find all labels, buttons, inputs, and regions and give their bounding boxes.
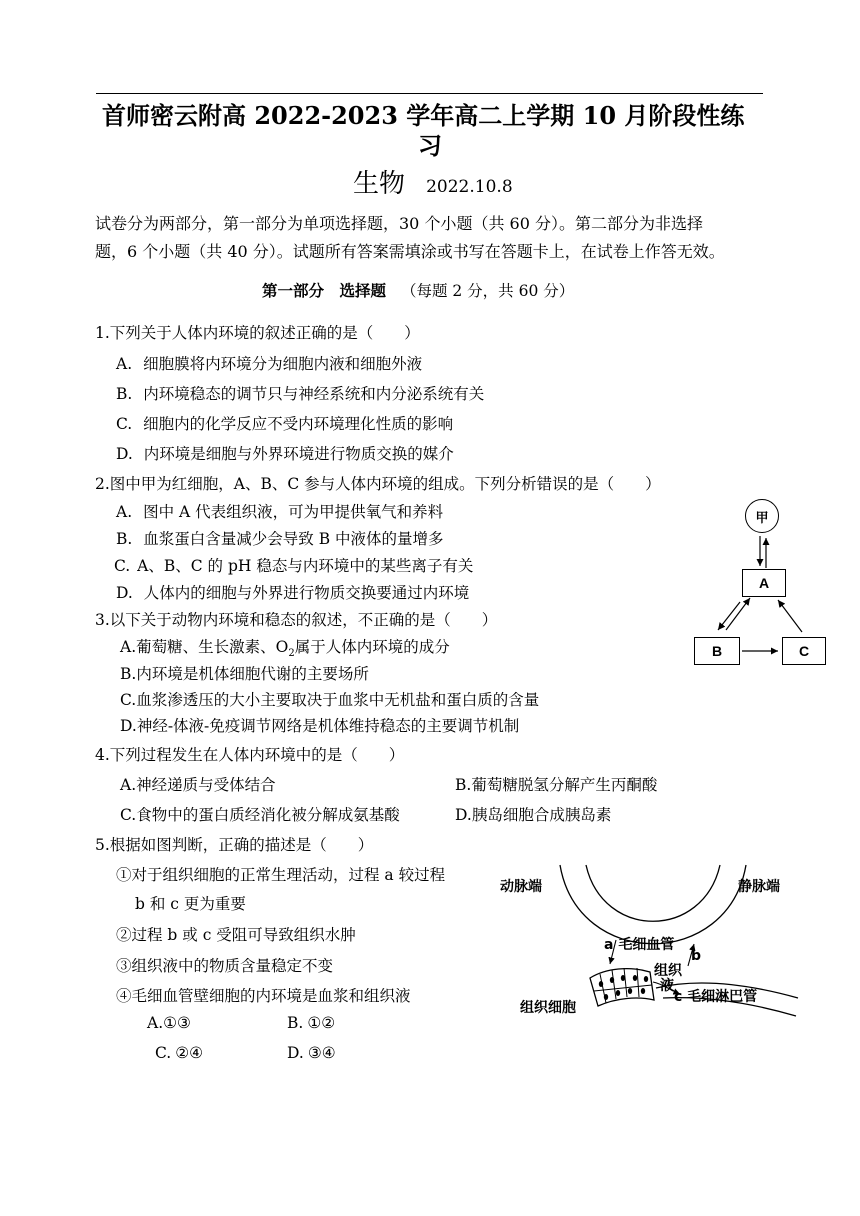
option-letter: A. xyxy=(147,1014,164,1032)
option-text: 葡萄糖脱氢分解产生丙酮酸 xyxy=(471,776,658,794)
option-letter: C. xyxy=(120,806,137,824)
question-5-stem: 5.根据如图判断，正确的描述是（ ） xyxy=(95,836,374,854)
option-text: ②④ xyxy=(175,1044,204,1062)
option-text-cont: 属于人体内环境的成分 xyxy=(294,638,450,656)
section-heading xyxy=(262,279,574,301)
label-capillary: a 毛细血管 xyxy=(604,937,675,953)
question-4-option-b[interactable] xyxy=(455,773,657,795)
option-letter: A. xyxy=(116,355,133,373)
question-2-option-c[interactable] xyxy=(114,554,473,576)
question-5-statement-1-cont: b 和 c 更为重要 xyxy=(135,895,246,913)
option-text: 食物中的蛋白质经消化被分解成氨基酸 xyxy=(136,806,400,824)
page-title-line2: 习 xyxy=(418,131,442,160)
option-text: 神经-体液-免疫调节网络是机体维持稳态的主要调节机制 xyxy=(136,717,520,735)
option-letter: D. xyxy=(455,806,472,824)
question-1-option-b[interactable] xyxy=(116,382,484,404)
page-title-line1: 首师密云附高 2022-2023 学年高二上学期 10 月阶段性练 xyxy=(102,101,745,130)
box-c: C xyxy=(782,637,826,665)
option-text: ①③ xyxy=(163,1014,191,1032)
question-5-statement-3: ③组织液中的物质含量稳定不变 xyxy=(116,957,334,975)
question-4-option-d[interactable] xyxy=(455,803,611,825)
option-letter: A. xyxy=(116,503,133,521)
option-text: 胰岛细胞合成胰岛素 xyxy=(471,806,612,824)
option-text: 内环境是机体细胞代谢的主要场所 xyxy=(136,665,369,683)
question-3-option-a[interactable] xyxy=(120,635,450,659)
option-letter: D. xyxy=(120,717,137,735)
option-text: ①② xyxy=(307,1014,336,1032)
option-text: 人体内的细胞与外界进行物质交换要通过内环境 xyxy=(143,584,470,602)
question-1-stem: 1.下列关于人体内环境的叙述正确的是（ ） xyxy=(95,324,420,342)
section-points: （每题 2 分，共 60 分） xyxy=(400,282,575,300)
capillary-outer-wall xyxy=(560,865,746,944)
label-tissue-fluid-1: 组织 xyxy=(654,963,682,979)
instructions-line1: 试卷分为两部分，第一部分为单项选择题，30 个小题（共 60 分）。第二部分为非选择 xyxy=(95,214,703,233)
label-lymph-capillary: c 毛细淋巴管 xyxy=(674,989,758,1005)
capillary-inner-wall xyxy=(586,865,720,921)
option-letter: D. xyxy=(287,1044,304,1062)
question-2-stem: 2.图中甲为红细胞，A、B、C 参与人体内环境的组成。下列分析错误的是（ ） xyxy=(95,475,661,493)
label-artery-end: 动脉端 xyxy=(500,879,542,895)
option-letter: B. xyxy=(116,530,133,548)
question-2-option-d[interactable] xyxy=(116,581,469,603)
question-4-option-a[interactable] xyxy=(120,773,276,795)
option-letter: B. xyxy=(120,665,137,683)
q5-diagram xyxy=(498,860,804,1030)
question-3-stem: 3.以下关于动物内环境和稳态的叙述，不正确的是（ ） xyxy=(95,611,498,629)
label-b: b xyxy=(691,948,702,964)
box-b: B xyxy=(694,637,740,665)
option-letter: B. xyxy=(116,385,133,403)
question-5-option-d[interactable] xyxy=(287,1044,336,1062)
section-name: 第一部分 选择题 xyxy=(262,281,387,300)
question-5-statement-4: ④毛细血管壁细胞的内环境是血浆和组织液 xyxy=(116,987,411,1005)
question-5-option-b[interactable] xyxy=(287,1014,335,1032)
option-letter: A. xyxy=(120,638,137,656)
question-5-option-c[interactable] xyxy=(155,1044,203,1062)
arrow-b-to-a xyxy=(726,598,750,630)
option-text: 内环境稳态的调节只与神经系统和内分泌系统有关 xyxy=(143,385,485,403)
question-1-option-c[interactable] xyxy=(116,412,453,434)
question-1-option-a[interactable] xyxy=(116,352,422,374)
question-3-option-b[interactable] xyxy=(120,662,369,684)
question-2-option-a[interactable] xyxy=(116,500,443,522)
option-text: ③④ xyxy=(307,1044,336,1062)
option-letter: C. xyxy=(120,691,137,709)
option-letter: C. xyxy=(116,415,133,433)
option-text: 内环境是细胞与外界环境进行物质交换的媒介 xyxy=(143,445,454,463)
option-letter: D. xyxy=(116,584,133,602)
option-letter: B. xyxy=(287,1014,304,1032)
question-5-statement-1: ①对于组织细胞的正常生理活动，过程 a 较过程 xyxy=(116,866,446,884)
option-text: 细胞膜将内环境分为细胞内液和细胞外液 xyxy=(143,355,423,373)
header-rule xyxy=(96,93,763,94)
box-a: A xyxy=(742,569,786,597)
red-cell-circle: 甲 xyxy=(745,499,779,533)
question-3-option-d[interactable] xyxy=(120,714,519,736)
label-tissue-cells: 组织细胞 xyxy=(520,1000,576,1016)
option-text: 葡萄糖、生长激素、O xyxy=(136,638,289,656)
question-1-option-d[interactable] xyxy=(116,442,454,464)
question-4-stem: 4.下列过程发生在人体内环境中的是（ ） xyxy=(95,746,405,764)
question-3-option-c[interactable] xyxy=(120,688,539,710)
subject: 生物 xyxy=(353,169,406,199)
option-text: 图中 A 代表组织液，可为甲提供氧气和养料 xyxy=(143,503,444,521)
label-vein-end: 静脉端 xyxy=(738,879,780,895)
option-letter: C. xyxy=(114,557,131,575)
option-subscript: 2 xyxy=(288,648,295,660)
option-letter: C. xyxy=(155,1044,172,1062)
option-letter: D. xyxy=(116,445,133,463)
option-text: A、B、C 的 pH 稳态与内环境中的某些离子有关 xyxy=(137,557,474,575)
subject-line xyxy=(353,163,513,200)
question-2-option-b[interactable] xyxy=(116,527,444,549)
option-letter: A. xyxy=(120,776,137,794)
exam-date: 2022.10.8 xyxy=(426,177,513,197)
option-letter: B. xyxy=(455,776,472,794)
label-tissue-fluid-2: 液 xyxy=(660,978,674,994)
instructions-line2: 题，6 个小题（共 40 分）。试题所有答案需填涂或书写在答题卡上，在试卷上作答无效。 xyxy=(95,242,725,261)
option-text: 血浆蛋白含量减少会导致 B 中液体的量增多 xyxy=(143,530,444,548)
arrow-c-to-a xyxy=(778,600,802,632)
question-4-option-c[interactable] xyxy=(120,803,400,825)
question-5-option-a[interactable] xyxy=(147,1014,191,1032)
option-text: 神经递质与受体结合 xyxy=(136,776,276,794)
q2-diagram xyxy=(680,490,840,680)
option-text: 细胞内的化学反应不受内环境理化性质的影响 xyxy=(143,415,454,433)
option-text: 血浆渗透压的大小主要取决于血浆中无机盐和蛋白质的含量 xyxy=(136,691,540,709)
question-5-statement-2: ②过程 b 或 c 受阻可导致组织水肿 xyxy=(116,926,356,944)
